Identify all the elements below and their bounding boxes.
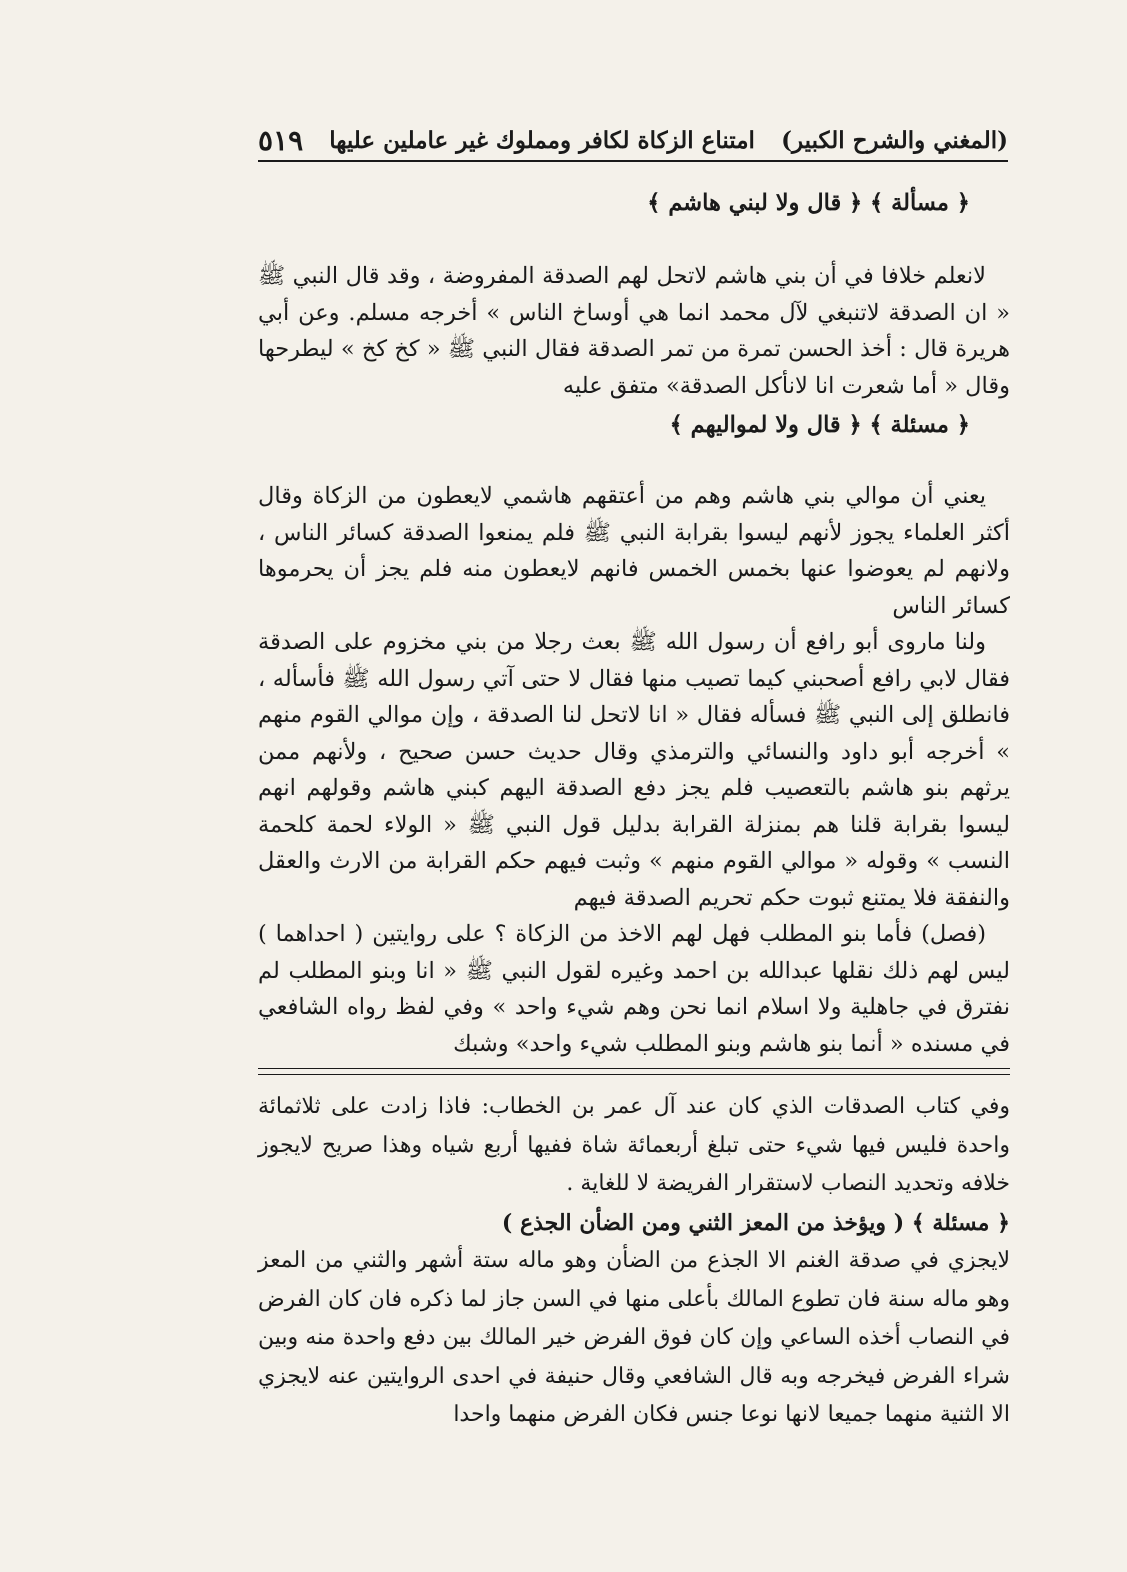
footnote-block — [258, 1088, 1010, 1435]
section-body-2 — [258, 478, 1010, 1062]
paragraph: (فصل) فأما بنو المطلب فهل لهم الاخذ من الزكاة ؟ على روايتين ( احداهما ) ليس لهم ذلك نقلها عبدالله بن احمد وغيره لقول النبي ﷺ « انا وبنو المطلب لم نفترق في جاهلية ولا اسلام انما نحن وهم شيء واحد » وفي لفظ رواه الشافعي في مسنده « أنما بنو هاشم وبنو المطلب شيء واحد» وشبك — [258, 921, 1010, 1057]
paragraph: يعني أن موالي بني هاشم وهم من أعتقهم هاشمي لايعطون من الزكاة وقال أكثر العلماء يجوز لأنهم ليسوا بقرابة النبي ﷺ فلم يمنعوا الصدقة كسائر الناس ، ولانهم لم يعوضوا عنها بخمس الخمس فانهم لايعطون منه فلم يجز أن يحرموها كسائر الناس — [258, 483, 1010, 619]
section-heading-1: ﴿ مسألة ﴾ ﴿ قال ولا لبني هاشم ﴾ — [647, 190, 970, 216]
page-number: ٥١٩ — [258, 123, 304, 157]
book-title: (المغني والشرح الكبير) — [781, 126, 1008, 154]
footnote-heading: ﴿ مسئلة ﴾ ( ويؤخذ من المعز الثني ومن الضأن الجذع ) — [501, 1209, 1010, 1236]
paragraph: لايجزي في صدقة الغنم الا الجذع من الضأن وهو ماله ستة أشهر والثني من المعز وهو ماله سنة فان تطوع المالك بأعلى منها في السن جاز لما ذكره فان كان الفرض في النصاب أخذه الساعي وإن كان فوق الفرض خير المالك بين دفع واحدة منه وبين شراء الفرض فيخرجه وبه قال الشافعي وقال حنيفة في احدى الروايتين عنه لايجزي الا الثنية منهما جميعا لانها نوعا جنس فكان الفرض منهما واحدا — [258, 1248, 1010, 1427]
paragraph: لانعلم خلافا في أن بني هاشم لاتحل لهم الصدقة المفروضة ، وقد قال النبي ﷺ « ان الصدقة لاتنبغي لآل محمد انما هي أوساخ الناس » أخرجه مسلم. وعن أبي هريرة قال : أخذ الحسن تمرة من تمر الصدقة فقال النبي ﷺ « كخ كخ » ليطرحها وقال « أما شعرت انا لانأكل الصدقة» متفق عليه — [258, 263, 1010, 399]
chapter-title: امتناع الزكاة لكافر ومملوك غير عاملين عليها — [329, 126, 755, 154]
section-body-1 — [258, 258, 1010, 404]
paragraph: وفي كتاب الصدقات الذي كان عند آل عمر بن الخطاب: فاذا زادت على ثلاثمائة واحدة فليس فيها شيء حتى تبلغ أربعمائة شاة ففيها أربع شياه وهذا صريح لايجوز خلافه وتحديد النصاب لاستقرار الفريضة لا للغاية . — [258, 1094, 1010, 1196]
header-rule — [258, 160, 1008, 162]
paragraph: ولنا ماروى أبو رافع أن رسول الله ﷺ بعث رجلا من بني مخزوم على الصدقة فقال لابي رافع أصحبني كيما تصيب منها فقال لا حتى آتي رسول الله ﷺ فأسأله ، فانطلق إلى النبي ﷺ فسأله فقال « انا لاتحل لنا الصدقة ، وإن موالي القوم منهم » أخرجه أبو داود والنسائي والترمذي وقال حديث حسن صحيح ، ولأنهم ممن يرثهم بنو هاشم بالتعصيب فلم يجز دفع الصدقة اليهم كبني هاشم وقولهم انهم ليسوا بقرابة قلنا هم بمنزلة القرابة بدليل قول النبي ﷺ « الولاء لحمة كلحمة النسب » وقوله « موالي القوم منهم » وثبت فيهم حكم القرابة من الارث والعقل والنفقة فلا يمتنع ثبوت حكم تحريم الصدقة فيهم — [258, 629, 1010, 911]
section-heading-2: ﴿ مسئلة ﴾ ﴿ قال ولا لمواليهم ﴾ — [669, 412, 970, 438]
page-header — [258, 118, 1008, 162]
footnote-separator — [258, 1068, 1010, 1075]
